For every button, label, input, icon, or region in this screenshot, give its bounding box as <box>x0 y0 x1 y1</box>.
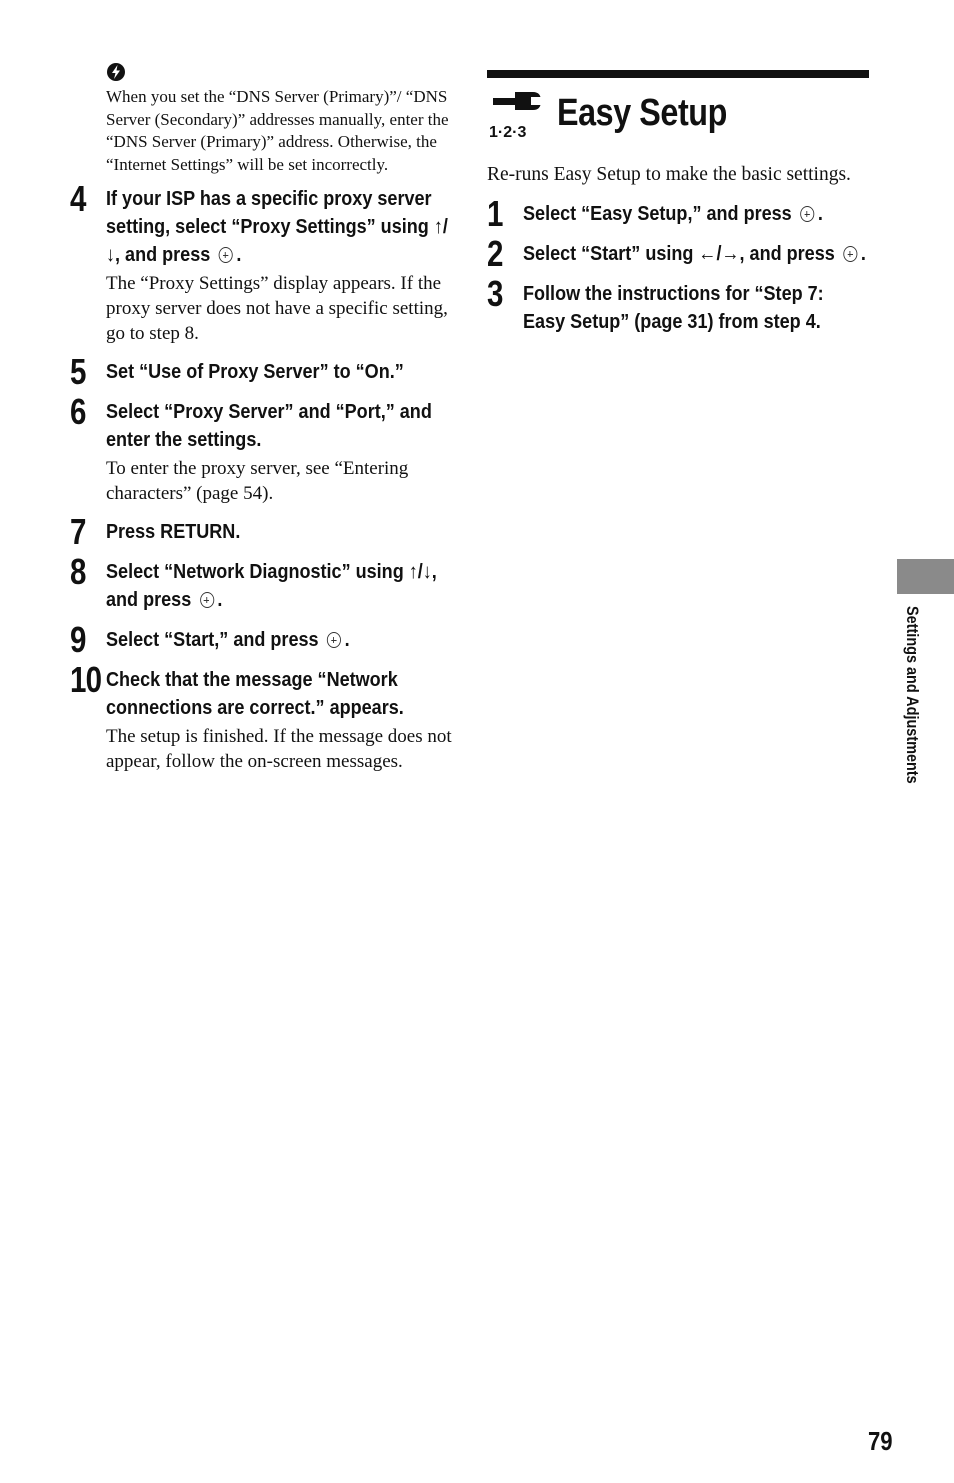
chapter-label-text: Settings and Adjustments <box>903 606 922 784</box>
enter-button-icon <box>843 246 857 262</box>
hint-icon <box>106 62 126 82</box>
step-number: 1 <box>487 193 503 234</box>
step-title: Select “Start,” and press . <box>106 628 350 651</box>
step-body: The setup is finished. If the message does not appear, follow the on-screen messages. <box>106 726 452 772</box>
up-down-arrows-icon: ↑/↓ <box>106 215 448 266</box>
step-title: Select “Start” using ←/→, and press . <box>523 242 866 265</box>
page-number: 79 <box>868 1426 893 1456</box>
step-9 <box>70 619 455 660</box>
step-6 <box>70 391 455 506</box>
easy-setup-step-3 <box>487 273 869 336</box>
step-number: 8 <box>70 551 86 592</box>
step-title: Set “Use of Proxy Server” to “On.” <box>106 360 404 383</box>
step-number: 7 <box>70 511 86 552</box>
up-down-arrows-icon: ↑/↓ <box>408 560 432 583</box>
step-10 <box>70 659 455 774</box>
tool-123-icon <box>487 88 545 140</box>
step-number: 5 <box>70 351 86 392</box>
step-number: 6 <box>70 391 86 432</box>
enter-button-icon <box>200 592 214 608</box>
step-title: Select “Network Diagnostic” using ↑/↓, and press . <box>106 560 437 611</box>
step-body: To enter the proxy server, see “Entering characters” (page 54). <box>106 458 409 504</box>
section-title: Easy Setup <box>557 92 727 134</box>
left-column <box>70 62 455 774</box>
section-rule <box>487 70 869 78</box>
enter-button-icon <box>800 206 814 222</box>
step-5 <box>70 351 455 392</box>
step-title: Follow the instructions for “Step 7: Easy Setup” (page 31) from step 4. <box>523 282 824 333</box>
section-header <box>487 78 869 154</box>
step-number: 3 <box>487 273 503 314</box>
enter-button-icon <box>219 247 233 263</box>
tool-icon-label: 1·2·3 <box>489 124 527 140</box>
enter-button-icon <box>327 632 341 648</box>
hint-text: When you set the “DNS Server (Primary)”/ “DNS Server (Secondary)” addresses manually, enter the “DNS Server (Primary)” address. Otherwise, the “Internet Settings” will be set incorrectly. <box>106 87 449 174</box>
step-title: Select “Easy Setup,” and press . <box>523 202 823 225</box>
easy-setup-step-1 <box>487 193 869 234</box>
step-body: The “Proxy Settings” display appears. If the proxy server does not have a specific setting, go to step 8. <box>106 273 448 344</box>
step-number: 10 <box>70 659 102 700</box>
step-4 <box>70 178 455 346</box>
step-title: Select “Proxy Server” and “Port,” and enter the settings. <box>106 400 432 451</box>
step-number: 9 <box>70 619 86 660</box>
step-number: 2 <box>487 233 503 274</box>
easy-setup-step-2 <box>487 233 869 274</box>
step-title: Check that the message “Network connections are correct.” appears. <box>106 668 404 719</box>
step-8 <box>70 551 455 614</box>
step-title: If your ISP has a specific proxy server setting, select “Proxy Settings” using ↑/↓, and press . <box>106 187 448 266</box>
section-intro: Re-runs Easy Setup to make the basic settings. <box>487 164 851 185</box>
step-number: 4 <box>70 178 86 219</box>
chapter-label <box>898 606 924 816</box>
right-column <box>487 70 869 336</box>
chapter-tab <box>897 559 954 594</box>
left-right-arrows-icon: ←/→ <box>698 242 740 265</box>
step-title: Press RETURN. <box>106 520 241 543</box>
step-7 <box>70 511 455 552</box>
